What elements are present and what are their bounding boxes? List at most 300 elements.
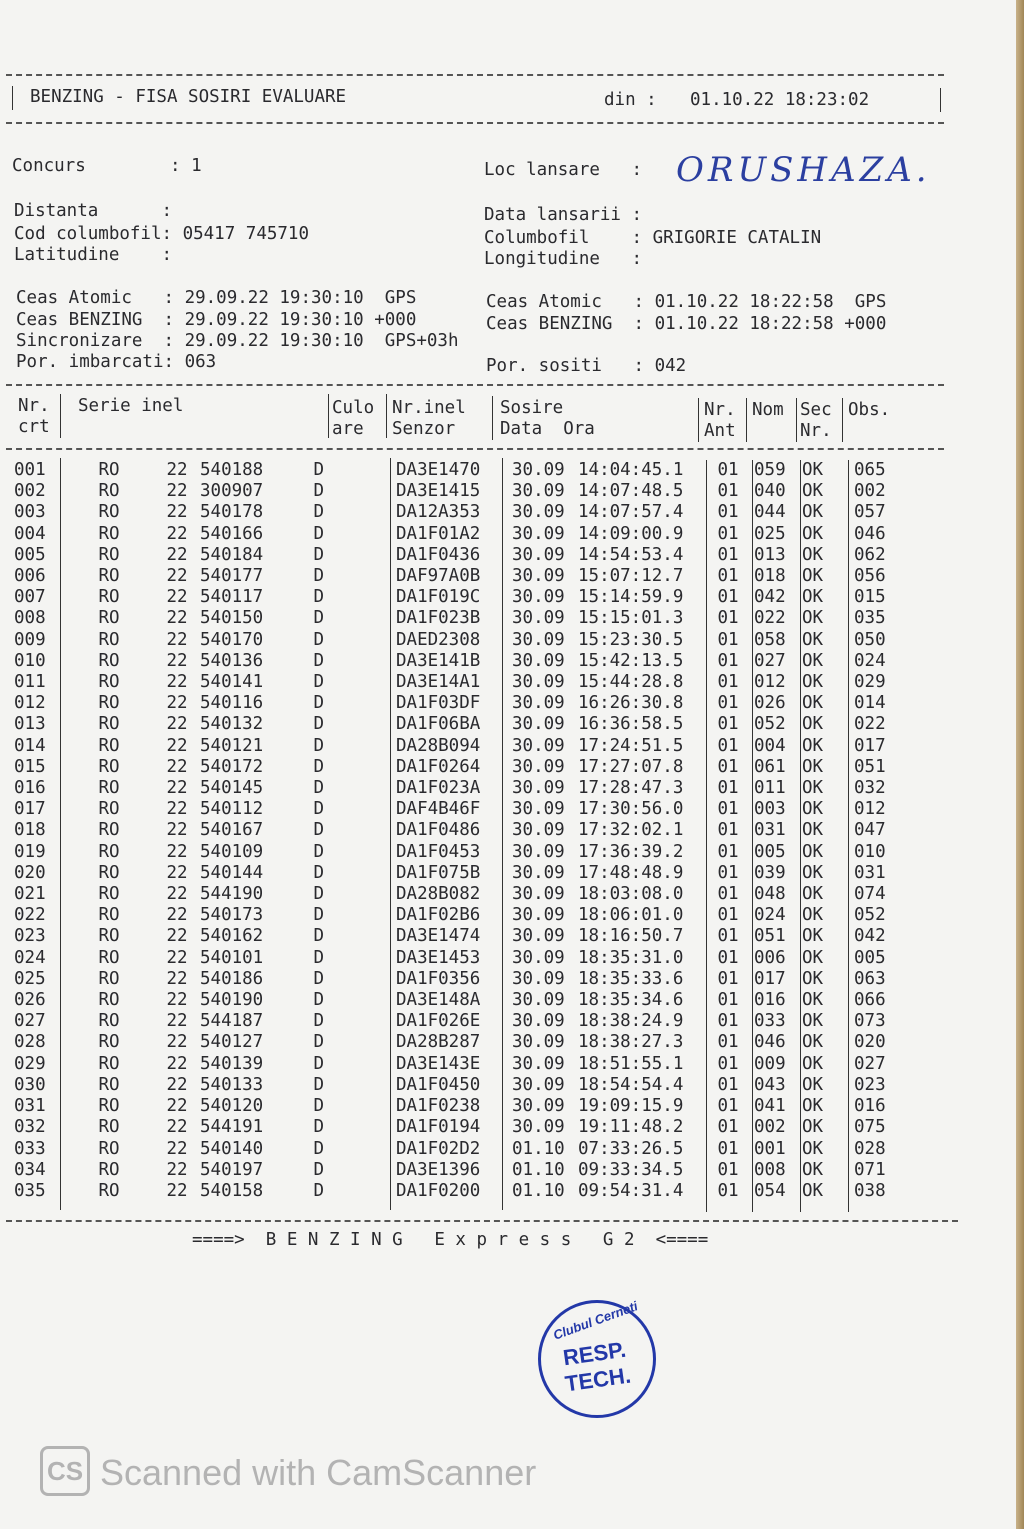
row-country: RO xyxy=(98,544,120,565)
report-date-label: din : xyxy=(604,90,657,110)
row-sex: D xyxy=(313,778,324,799)
row-sensor: DAED2308 xyxy=(396,629,481,650)
row-time: 18:35:34.6 xyxy=(578,990,684,1011)
row-country: RO xyxy=(98,1159,120,1180)
row-date: 30.09 xyxy=(512,672,565,693)
row-ant: 01 xyxy=(717,672,739,693)
row-date: 30.09 xyxy=(512,799,565,820)
row-ant: 01 xyxy=(717,841,739,862)
row-nom: 054 xyxy=(754,1180,786,1201)
row-nom: 001 xyxy=(754,1138,786,1159)
row-date: 30.09 xyxy=(512,778,565,799)
row-sensor: DA1F0450 xyxy=(396,1074,481,1095)
row-sec: OK xyxy=(802,905,824,926)
row-ant: 01 xyxy=(717,926,739,947)
dashed-separator xyxy=(6,384,944,386)
row-nom: 027 xyxy=(754,650,786,671)
row-country: RO xyxy=(98,672,120,693)
table-row xyxy=(14,524,914,545)
col-divider xyxy=(328,394,329,438)
row-color xyxy=(328,502,392,523)
row-ant: 01 xyxy=(717,460,739,480)
row-year: 22 xyxy=(166,905,188,926)
row-ring: 540162 xyxy=(200,926,264,947)
row-nr: 026 xyxy=(14,990,46,1011)
col-divider xyxy=(60,394,61,438)
row-time: 18:38:27.3 xyxy=(578,1032,684,1053)
col-culoare-2: are xyxy=(332,419,364,439)
loc-lansare-label: Loc lansare : xyxy=(484,160,643,180)
row-sex: D xyxy=(313,884,324,905)
row-obs: 035 xyxy=(854,608,886,629)
row-sensor: DA1F0264 xyxy=(396,756,481,777)
row-sensor: DA1F023B xyxy=(396,608,481,629)
row-ring: 540145 xyxy=(200,778,264,799)
row-sensor: DA3E1396 xyxy=(396,1159,481,1180)
row-sensor: DA3E1474 xyxy=(396,926,481,947)
row-country: RO xyxy=(98,799,120,820)
table-row xyxy=(14,481,914,502)
row-color xyxy=(328,799,392,820)
row-sex: D xyxy=(313,1138,324,1159)
row-ant: 01 xyxy=(717,990,739,1011)
data-lansarii-line: Data lansarii : xyxy=(484,205,643,225)
row-ant: 01 xyxy=(717,608,739,629)
row-date: 30.09 xyxy=(512,841,565,862)
row-year: 22 xyxy=(166,799,188,820)
row-sex: D xyxy=(313,735,324,756)
table-row xyxy=(14,502,914,523)
row-nom: 006 xyxy=(754,947,786,968)
row-country: RO xyxy=(98,650,120,671)
row-nom: 012 xyxy=(754,672,786,693)
row-sex: D xyxy=(313,566,324,587)
row-year: 22 xyxy=(166,502,188,523)
row-sensor: DA28B287 xyxy=(396,1032,481,1053)
row-year: 22 xyxy=(166,693,188,714)
row-ant: 01 xyxy=(717,587,739,608)
row-date: 30.09 xyxy=(512,693,565,714)
row-time: 18:03:08.0 xyxy=(578,884,684,905)
row-color xyxy=(328,693,392,714)
col-ant: Ant xyxy=(704,421,736,441)
col-divider xyxy=(842,398,843,442)
row-sensor: DA1F026E xyxy=(396,1011,481,1032)
row-date: 30.09 xyxy=(512,481,565,502)
dashed-separator xyxy=(6,1220,958,1222)
col-serie-inel: Serie inel xyxy=(78,396,184,416)
header-right-bar xyxy=(940,88,941,112)
row-ring: 540150 xyxy=(200,608,264,629)
row-nr: 010 xyxy=(14,650,46,671)
row-ring: 540109 xyxy=(200,841,264,862)
table-row xyxy=(14,820,914,841)
row-ring: 540112 xyxy=(200,799,264,820)
row-time: 17:28:47.3 xyxy=(578,778,684,799)
row-sex: D xyxy=(313,926,324,947)
row-date: 01.10 xyxy=(512,1180,565,1201)
row-time: 15:23:30.5 xyxy=(578,629,684,650)
latitudine-line: Latitudine : xyxy=(14,245,173,265)
row-nom: 002 xyxy=(754,1117,786,1138)
row-year: 22 xyxy=(166,672,188,693)
row-year: 22 xyxy=(166,1074,188,1095)
row-nr: 033 xyxy=(14,1138,46,1159)
paper-edge xyxy=(1016,0,1024,1529)
row-nom: 005 xyxy=(754,841,786,862)
row-nr: 034 xyxy=(14,1159,46,1180)
row-date: 01.10 xyxy=(512,1138,565,1159)
row-sec: OK xyxy=(802,502,824,523)
row-color xyxy=(328,1160,392,1181)
row-nr: 018 xyxy=(14,820,46,841)
row-obs: 002 xyxy=(854,481,886,502)
row-nr: 012 xyxy=(14,693,46,714)
row-time: 15:42:13.5 xyxy=(578,650,684,671)
row-time: 15:14:59.9 xyxy=(578,587,684,608)
row-obs: 029 xyxy=(854,672,886,693)
row-time: 17:27:07.8 xyxy=(578,756,684,777)
row-nr: 029 xyxy=(14,1053,46,1074)
row-ring: 544187 xyxy=(200,1011,264,1032)
row-country: RO xyxy=(98,884,120,905)
row-obs: 042 xyxy=(854,926,886,947)
row-time: 17:24:51.5 xyxy=(578,735,684,756)
row-nr: 021 xyxy=(14,884,46,905)
row-year: 22 xyxy=(166,566,188,587)
stamp-line-2: TECH. xyxy=(563,1362,633,1397)
row-color xyxy=(328,1075,392,1096)
col-culoare: Culo xyxy=(332,398,375,418)
row-sensor: DA1F0436 xyxy=(396,544,481,565)
row-nr: 035 xyxy=(14,1180,46,1201)
row-year: 22 xyxy=(166,1053,188,1074)
row-color xyxy=(328,990,392,1011)
row-country: RO xyxy=(98,756,120,777)
row-obs: 020 xyxy=(854,1032,886,1053)
row-country: RO xyxy=(98,714,120,735)
row-ring: 540186 xyxy=(200,968,264,989)
table-row xyxy=(14,460,914,481)
row-color xyxy=(328,1032,392,1053)
row-color xyxy=(328,778,392,799)
row-date: 30.09 xyxy=(512,990,565,1011)
row-sex: D xyxy=(313,862,324,883)
row-ring: 540144 xyxy=(200,862,264,883)
col-divider xyxy=(796,398,797,442)
row-ring: 540173 xyxy=(200,905,264,926)
row-time: 17:32:02.1 xyxy=(578,820,684,841)
row-date: 30.09 xyxy=(512,629,565,650)
table-row xyxy=(14,863,914,884)
row-time: 17:36:39.2 xyxy=(578,841,684,862)
row-obs: 023 xyxy=(854,1074,886,1095)
row-color xyxy=(328,1181,392,1202)
row-year: 22 xyxy=(166,1117,188,1138)
header-left-bar xyxy=(12,86,13,110)
row-color xyxy=(328,672,392,693)
table-row xyxy=(14,905,914,926)
row-ant: 01 xyxy=(717,905,739,926)
row-sex: D xyxy=(313,523,324,544)
row-color xyxy=(328,481,392,502)
row-ant: 01 xyxy=(717,799,739,820)
row-country: RO xyxy=(98,735,120,756)
row-sensor: DA3E141B xyxy=(396,650,481,671)
row-obs: 005 xyxy=(854,947,886,968)
row-date: 30.09 xyxy=(512,1096,565,1117)
row-nom: 059 xyxy=(754,460,786,480)
row-nom: 017 xyxy=(754,968,786,989)
row-nom: 046 xyxy=(754,1032,786,1053)
row-ant: 01 xyxy=(717,968,739,989)
row-sec: OK xyxy=(802,629,824,650)
row-sensor: DA3E1415 xyxy=(396,481,481,502)
row-obs: 066 xyxy=(854,990,886,1011)
row-color xyxy=(328,1096,392,1117)
row-nr: 001 xyxy=(14,460,46,480)
report-date: 01.10.22 18:23:02 xyxy=(690,90,870,110)
row-obs: 063 xyxy=(854,968,886,989)
row-time: 15:44:28.8 xyxy=(578,672,684,693)
table-row xyxy=(14,884,914,905)
row-date: 30.09 xyxy=(512,523,565,544)
row-ant: 01 xyxy=(717,1096,739,1117)
row-sex: D xyxy=(313,1159,324,1180)
row-ring: 540184 xyxy=(200,544,264,565)
row-nr: 011 xyxy=(14,672,46,693)
row-ant: 01 xyxy=(717,820,739,841)
row-nr: 019 xyxy=(14,841,46,862)
row-year: 22 xyxy=(166,756,188,777)
row-sensor: DAF4B46F xyxy=(396,799,481,820)
row-ant: 01 xyxy=(717,502,739,523)
row-sec: OK xyxy=(802,820,824,841)
row-time: 19:09:15.9 xyxy=(578,1096,684,1117)
dashed-separator xyxy=(6,448,944,450)
row-ant: 01 xyxy=(717,1032,739,1053)
row-date: 30.09 xyxy=(512,608,565,629)
row-sec: OK xyxy=(802,1117,824,1138)
row-nr: 006 xyxy=(14,566,46,587)
row-ant: 01 xyxy=(717,862,739,883)
row-sex: D xyxy=(313,650,324,671)
row-ant: 01 xyxy=(717,947,739,968)
row-time: 14:54:53.4 xyxy=(578,544,684,565)
ceas-atomic-start: Ceas Atomic : 29.09.22 19:30:10 GPS xyxy=(16,288,417,308)
row-sensor: DA1F03DF xyxy=(396,693,481,714)
row-ring: 540132 xyxy=(200,714,264,735)
row-obs: 065 xyxy=(854,460,886,480)
row-ring: 540101 xyxy=(200,947,264,968)
row-sec: OK xyxy=(802,778,824,799)
row-color xyxy=(328,566,392,587)
table-row xyxy=(14,799,914,820)
row-sec: OK xyxy=(802,947,824,968)
row-time: 14:07:57.4 xyxy=(578,502,684,523)
row-ring: 540166 xyxy=(200,523,264,544)
row-ring: 540190 xyxy=(200,990,264,1011)
row-ant: 01 xyxy=(717,884,739,905)
row-ant: 01 xyxy=(717,1011,739,1032)
row-year: 22 xyxy=(166,481,188,502)
table-row xyxy=(14,693,914,714)
row-sensor: DA3E1470 xyxy=(396,460,481,480)
row-nom: 031 xyxy=(754,820,786,841)
row-obs: 062 xyxy=(854,544,886,565)
row-sec: OK xyxy=(802,862,824,883)
row-date: 30.09 xyxy=(512,756,565,777)
row-ring: 540197 xyxy=(200,1159,264,1180)
row-date: 30.09 xyxy=(512,1117,565,1138)
row-sec: OK xyxy=(802,523,824,544)
row-nom: 043 xyxy=(754,1074,786,1095)
row-sec: OK xyxy=(802,566,824,587)
row-year: 22 xyxy=(166,1180,188,1201)
row-ring: 540116 xyxy=(200,693,264,714)
row-country: RO xyxy=(98,693,120,714)
row-ring: 540127 xyxy=(200,1032,264,1053)
row-nom: 018 xyxy=(754,566,786,587)
row-ring: 540178 xyxy=(200,502,264,523)
row-obs: 012 xyxy=(854,799,886,820)
row-ring: 540117 xyxy=(200,587,264,608)
porumbei-sositi: Por. sositi : 042 xyxy=(486,356,687,376)
row-sec: OK xyxy=(802,1011,824,1032)
row-sec: OK xyxy=(802,587,824,608)
row-color xyxy=(328,1139,392,1160)
col-sec: Sec xyxy=(800,400,832,420)
row-year: 22 xyxy=(166,523,188,544)
row-color xyxy=(328,587,392,608)
row-sensor: DA1F01A2 xyxy=(396,523,481,544)
row-ring: 540139 xyxy=(200,1053,264,1074)
row-year: 22 xyxy=(166,1159,188,1180)
row-time: 16:26:30.8 xyxy=(578,693,684,714)
row-nr: 009 xyxy=(14,629,46,650)
table-row xyxy=(14,926,914,947)
row-time: 14:09:00.9 xyxy=(578,523,684,544)
col-sec-nr: Nr. xyxy=(800,421,832,441)
table-row xyxy=(14,990,914,1011)
row-sensor: DA1F023A xyxy=(396,778,481,799)
row-color xyxy=(328,736,392,757)
row-sec: OK xyxy=(802,608,824,629)
row-obs: 050 xyxy=(854,629,886,650)
table-row xyxy=(14,651,914,672)
row-country: RO xyxy=(98,778,120,799)
row-sex: D xyxy=(313,629,324,650)
row-sex: D xyxy=(313,672,324,693)
concurs-line: Concurs : 1 xyxy=(12,156,202,176)
row-obs: 071 xyxy=(854,1159,886,1180)
table-row xyxy=(14,1181,914,1202)
table-row xyxy=(14,672,914,693)
row-nom: 004 xyxy=(754,735,786,756)
col-divider xyxy=(386,394,387,438)
row-nr: 024 xyxy=(14,947,46,968)
row-nr: 003 xyxy=(14,502,46,523)
row-year: 22 xyxy=(166,884,188,905)
row-sec: OK xyxy=(802,926,824,947)
row-sensor: DA3E14A1 xyxy=(396,672,481,693)
row-year: 22 xyxy=(166,1138,188,1159)
row-color xyxy=(328,651,392,672)
row-nr: 022 xyxy=(14,905,46,926)
row-year: 22 xyxy=(166,544,188,565)
row-obs: 073 xyxy=(854,1011,886,1032)
row-color xyxy=(328,714,392,735)
row-obs: 024 xyxy=(854,650,886,671)
table-row xyxy=(14,587,914,608)
row-obs: 051 xyxy=(854,756,886,777)
row-nom: 061 xyxy=(754,756,786,777)
row-sec: OK xyxy=(802,1180,824,1201)
row-nom: 008 xyxy=(754,1159,786,1180)
row-ant: 01 xyxy=(717,544,739,565)
row-nr: 004 xyxy=(14,523,46,544)
row-sex: D xyxy=(313,587,324,608)
row-ant: 01 xyxy=(717,778,739,799)
row-nr: 025 xyxy=(14,968,46,989)
footer-banner: ====> B E N Z I N G E x p r e s s G 2 <==== xyxy=(192,1230,709,1250)
row-nr: 030 xyxy=(14,1074,46,1095)
row-nom: 013 xyxy=(754,544,786,565)
col-nom: Nom xyxy=(752,400,784,420)
row-time: 09:54:31.4 xyxy=(578,1180,684,1201)
row-sex: D xyxy=(313,1117,324,1138)
row-sec: OK xyxy=(802,1096,824,1117)
row-nr: 008 xyxy=(14,608,46,629)
arrivals-table xyxy=(14,460,914,1202)
row-year: 22 xyxy=(166,714,188,735)
col-sosire: Sosire xyxy=(500,398,564,418)
row-date: 01.10 xyxy=(512,1159,565,1180)
row-ant: 01 xyxy=(717,1138,739,1159)
row-sensor: DA12A353 xyxy=(396,502,481,523)
row-nom: 051 xyxy=(754,926,786,947)
columbofil-line: Columbofil : GRIGORIE CATALIN xyxy=(484,228,822,248)
col-senzor: Senzor xyxy=(392,419,456,439)
row-country: RO xyxy=(98,1180,120,1201)
row-country: RO xyxy=(98,481,120,502)
row-date: 30.09 xyxy=(512,544,565,565)
row-time: 19:11:48.2 xyxy=(578,1117,684,1138)
row-sec: OK xyxy=(802,1032,824,1053)
row-date: 30.09 xyxy=(512,1032,565,1053)
row-sensor: DA1F0453 xyxy=(396,841,481,862)
row-date: 30.09 xyxy=(512,1074,565,1095)
row-time: 16:36:58.5 xyxy=(578,714,684,735)
col-divider xyxy=(492,396,493,440)
row-nr: 020 xyxy=(14,862,46,883)
row-sex: D xyxy=(313,460,324,480)
row-country: RO xyxy=(98,947,120,968)
col-nr-ant: Nr. xyxy=(704,400,736,420)
dashed-separator xyxy=(6,74,944,76)
row-sex: D xyxy=(313,841,324,862)
row-sec: OK xyxy=(802,968,824,989)
row-time: 18:35:31.0 xyxy=(578,947,684,968)
row-obs: 010 xyxy=(854,841,886,862)
table-row xyxy=(14,736,914,757)
row-nom: 025 xyxy=(754,523,786,544)
row-country: RO xyxy=(98,968,120,989)
row-sec: OK xyxy=(802,460,824,480)
row-nr: 016 xyxy=(14,778,46,799)
row-ant: 01 xyxy=(717,693,739,714)
longitudine-line: Longitudine : xyxy=(484,249,643,269)
